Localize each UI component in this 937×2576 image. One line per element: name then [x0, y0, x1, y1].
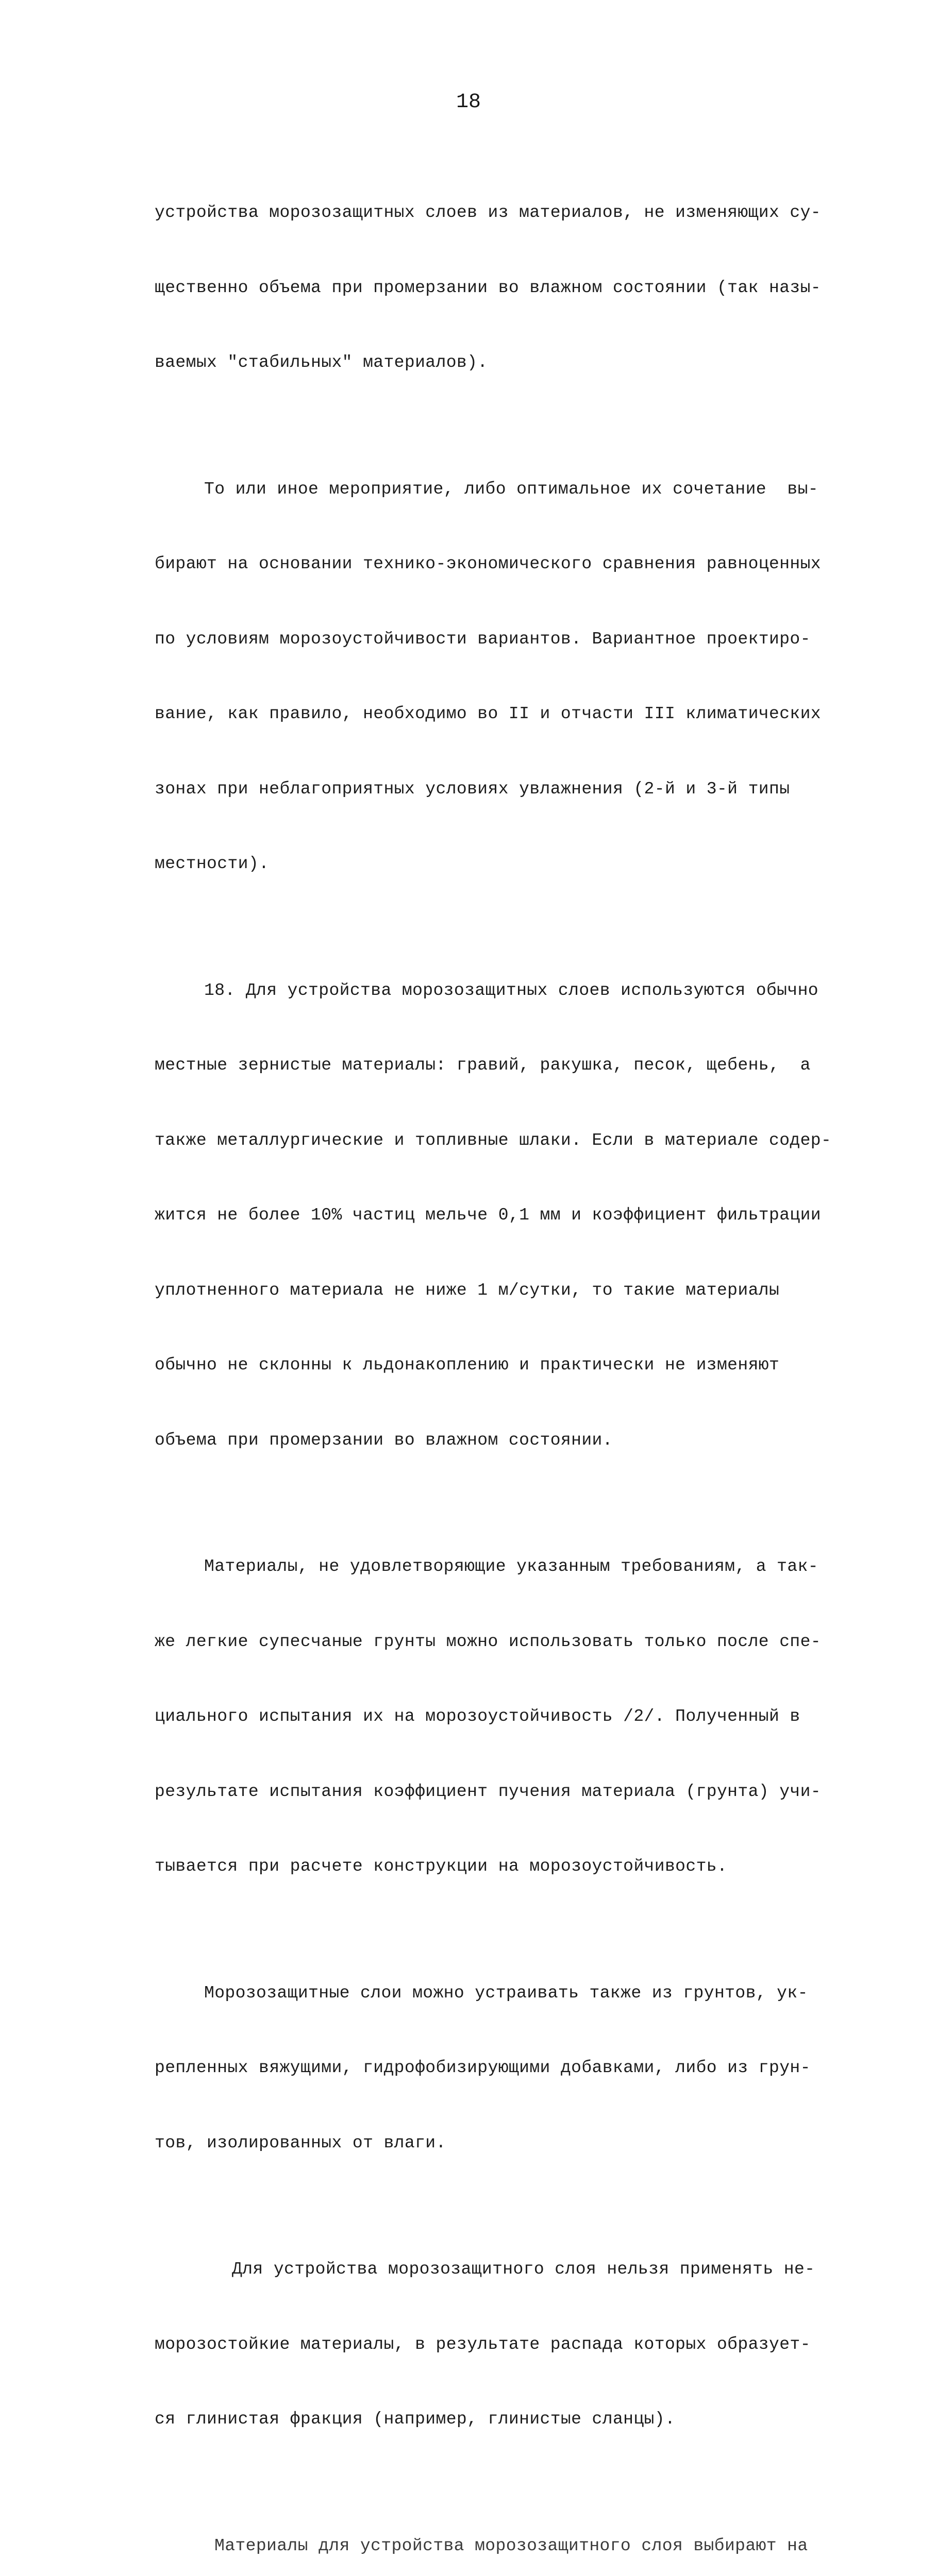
paragraph-4	[155, 1504, 835, 1929]
text-line: репленных вяжущими, гидрофобизирующими добавками, либо из грун-	[155, 2056, 835, 2081]
paragraph-5	[155, 1931, 835, 2206]
text-line: бирают на основании технико-экономического сравнения равноценных	[155, 552, 835, 577]
paragraph-2	[155, 427, 835, 927]
text-line: 18. Для устройства морозозащитных слоев используются обычно	[155, 978, 835, 1004]
text-body	[155, 150, 835, 2576]
text-line: местности).	[155, 852, 835, 877]
paragraph-3	[155, 928, 835, 1503]
text-line: вание, как правило, необходимо во II и отчасти III климатических	[155, 702, 835, 727]
text-line: морозостойкие материалы, в результате распада которых образует-	[155, 2332, 835, 2358]
paragraph-7	[155, 2484, 835, 2576]
text-line: Морозозащитные слои можно устраивать также из грунтов, ук-	[155, 1981, 835, 2006]
text-line: по условиям морозоустойчивости вариантов. Вариантное проектиро-	[155, 627, 835, 652]
page-number: 18	[0, 91, 937, 114]
text-line: Материалы, не удовлетворяющие указанным требованиям, а так-	[155, 1554, 835, 1580]
text-line: зонах при неблагоприятных условиях увлажнения (2-й и 3-й типы	[155, 777, 835, 802]
text-line: уплотненного материала не ниже 1 м/сутки, то такие материалы	[155, 1278, 835, 1303]
text-line: также металлургические и топливные шлаки. Если в материале содер-	[155, 1128, 835, 1154]
text-line: тывается при расчете конструкции на морозоустойчивость.	[155, 1854, 835, 1879]
text-line: устройства морозозащитных слоев из материалов, не изменяющих су-	[155, 200, 835, 226]
paragraph-6	[155, 2207, 835, 2482]
paragraph-1	[155, 150, 835, 426]
text-line: ваемых "стабильных" материалов).	[155, 350, 835, 376]
text-line: Материалы для устройства морозозащитного слоя выбирают на	[155, 2534, 835, 2559]
text-line: местные зернистые материалы: гравий, ракушка, песок, щебень, а	[155, 1053, 835, 1078]
text-line: результате испытания коэффициент пучения материала (грунта) учи-	[155, 1780, 835, 1805]
text-line: жится не более 10% частиц мельче 0,1 мм и коэффициент фильтрации	[155, 1203, 835, 1228]
text-line: То или иное мероприятие, либо оптимальное их сочетание вы-	[155, 477, 835, 502]
text-line: Для устройства морозозащитного слоя нельзя применять не-	[155, 2257, 835, 2282]
text-line: тов, изолированных от влаги.	[155, 2131, 835, 2156]
text-line: ся глинистая фракция (например, глинистые сланцы).	[155, 2407, 835, 2432]
text-line: объема при промерзании во влажном состоянии.	[155, 1428, 835, 1453]
text-line: же легкие супесчаные грунты можно использовать только после спе-	[155, 1630, 835, 1655]
text-line: щественно объема при промерзании во влажном состоянии (так назы-	[155, 276, 835, 301]
text-line: циального испытания их на морозоустойчивость /2/. Полученный в	[155, 1704, 835, 1730]
text-line: обычно не склонны к льдонакоплению и практически не изменяют	[155, 1353, 835, 1378]
